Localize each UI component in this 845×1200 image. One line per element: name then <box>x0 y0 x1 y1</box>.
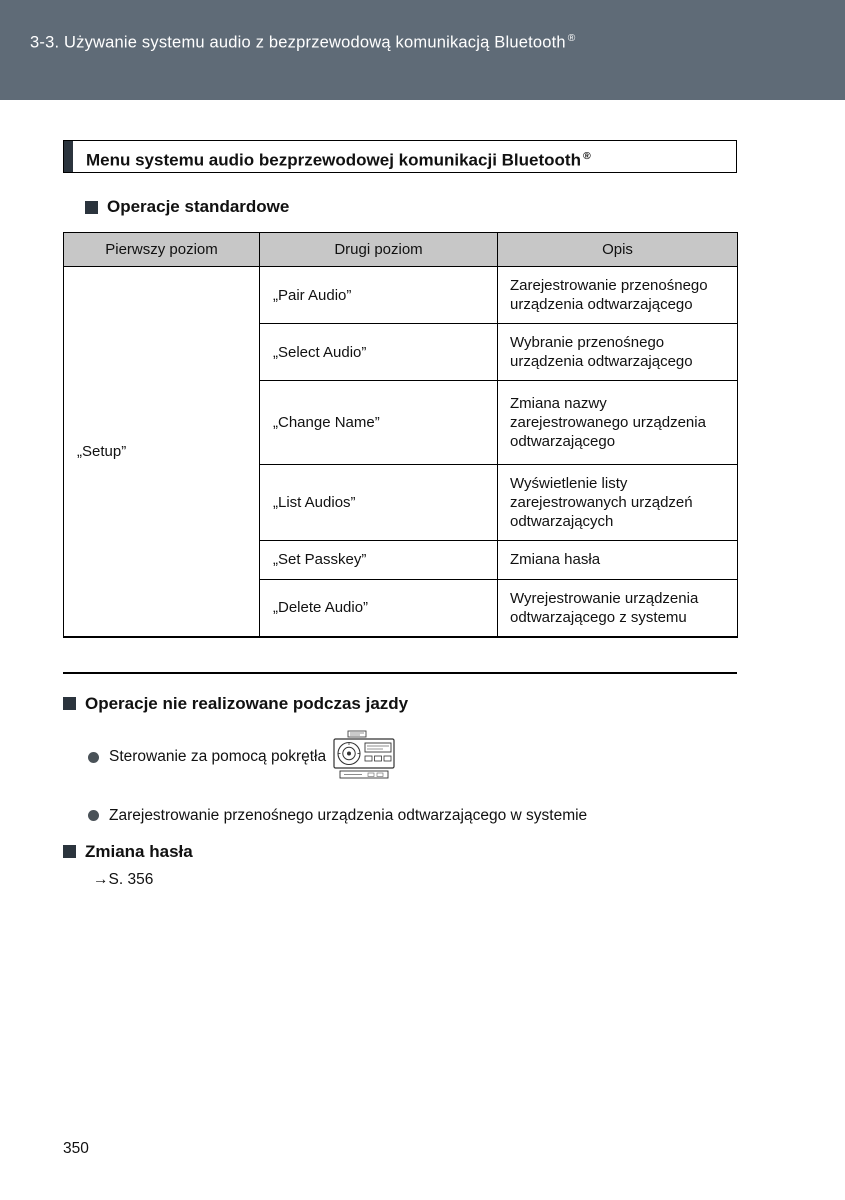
second-level-cell: „Select Audio” <box>260 324 498 381</box>
bluetooth-menu-table <box>63 232 738 638</box>
table-header-row <box>64 233 738 267</box>
page-number: 350 <box>63 1140 89 1157</box>
heading-standard-operations <box>63 197 737 217</box>
bullet-text: Zarejestrowanie przenośnego urządzenia odtwarzającego w systemie <box>109 806 588 824</box>
power-volume-knob-icon <box>332 730 396 785</box>
chapter-title <box>30 33 845 53</box>
description-cell: Zmiana nazwy zarejestrowanego urządzenia odtwarzającego <box>498 381 738 465</box>
round-bullet-icon <box>88 752 99 763</box>
bullet-item-knob-control <box>63 730 737 785</box>
second-level-cell: „Change Name” <box>260 381 498 465</box>
title-accent-bar <box>64 141 73 172</box>
registered-trademark-symbol: ® <box>582 150 591 162</box>
column-header-description: Opis <box>498 233 738 267</box>
bullet-item-register-device <box>63 801 737 831</box>
description-cell: Wybranie przenośnego urządzenia odtwarzającego <box>498 324 738 381</box>
square-bullet-icon <box>85 201 98 214</box>
heading-text: Operacje standardowe <box>107 197 290 216</box>
description-cell: Wyświetlenie listy zarejestrowanych urządzeń odtwarzających <box>498 465 738 541</box>
heading-change-password <box>63 842 737 862</box>
section-divider <box>63 672 737 674</box>
registered-trademark-symbol: ® <box>567 33 576 44</box>
second-level-cell: „Set Passkey” <box>260 541 498 579</box>
column-header-first-level: Pierwszy poziom <box>64 233 260 267</box>
description-cell: Wyrejestrowanie urządzenia odtwarzającego z systemu <box>498 579 738 637</box>
chapter-title-text: 3-3. Używanie systemu audio z bezprzewodową komunikacją Bluetooth <box>30 33 566 52</box>
page-title <box>73 141 591 172</box>
chapter-header-bar <box>0 0 845 100</box>
second-level-cell: „Delete Audio” <box>260 579 498 637</box>
first-level-cell: „Setup” <box>64 267 260 637</box>
page-reference-link: →S. 356 <box>93 870 154 888</box>
heading-not-while-driving <box>63 694 737 714</box>
column-header-second-level: Drugi poziom <box>260 233 498 267</box>
square-bullet-icon <box>63 697 76 710</box>
round-bullet-icon <box>88 810 99 821</box>
second-level-cell: „List Audios” <box>260 465 498 541</box>
bullet-text: Sterowanie za pomocą pokrętła <box>109 748 327 766</box>
description-cell: Zarejestrowanie przenośnego urządzenia odtwarzającego <box>498 267 738 324</box>
square-bullet-icon <box>63 845 76 858</box>
heading-text: Zmiana hasła <box>85 841 193 861</box>
second-level-cell: „Pair Audio” <box>260 267 498 324</box>
page-content <box>63 140 737 889</box>
page-title-text: Menu systemu audio bezprzewodowej komunikacji Bluetooth <box>86 150 581 170</box>
description-cell: Zmiana hasła <box>498 541 738 579</box>
section-title-box <box>63 140 737 173</box>
table-row <box>64 267 738 324</box>
heading-text: Operacje nie realizowane podczas jazdy <box>85 693 409 713</box>
